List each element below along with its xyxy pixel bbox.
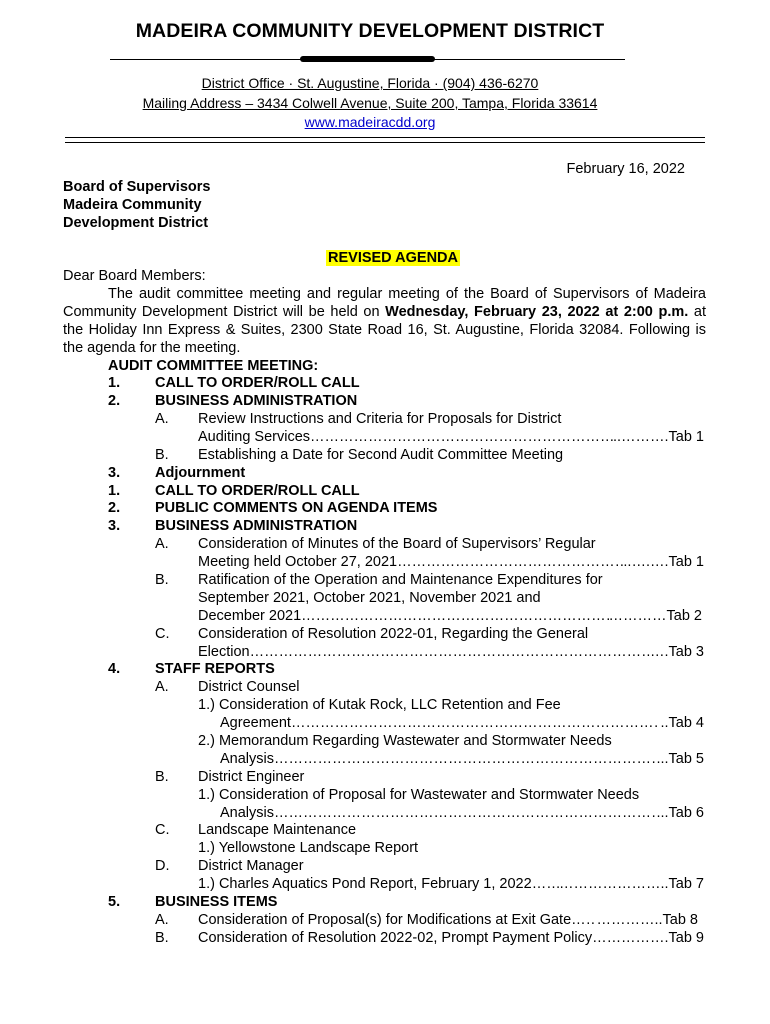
- intro-text: The audit committee meeting and regular meeting of the Board of Supervisors of Madeira Community Development District will be held on: [63, 286, 706, 320]
- public-comments: PUBLIC COMMENTS ON AGENDA ITEMS: [155, 500, 438, 516]
- agenda-item-leader-line: [220, 804, 704, 822]
- agenda-item-text: Meeting held October 27, 2021: [198, 554, 398, 570]
- sub-letter: B.: [155, 930, 169, 946]
- agenda-item-text: Consideration of Proposal(s) for Modifications at Exit Gate: [198, 912, 572, 928]
- mailing-line: Mailing Address – 3434 Colwell Avenue, Suite 200, Tampa, Florida 33614: [142, 95, 598, 111]
- sub-letter: A.: [155, 679, 169, 695]
- item-number: 5.: [108, 894, 121, 910]
- business-items: BUSINESS ITEMS: [155, 894, 278, 910]
- agenda-item-text: Consideration of Minutes of the Board of Supervisors’ Regular: [198, 536, 596, 552]
- agenda-item-text: Analysis: [220, 805, 274, 821]
- tab-reference: …………..Tab 8: [596, 912, 698, 928]
- agenda-item-text: December 2021: [198, 608, 302, 624]
- staff-report-label: District Engineer: [198, 769, 305, 785]
- agenda-item-text: Election: [198, 644, 250, 660]
- tab-reference: ..….….Tab 1: [623, 554, 704, 570]
- agenda-item-leader-line: [198, 607, 702, 625]
- salutation: Dear Board Members:: [63, 268, 206, 284]
- agenda-item-leader-line: [198, 911, 698, 929]
- agenda-item-text: 1.) Charles Aquatics Pond Report, February 1, 2022: [198, 876, 532, 892]
- staff-report-label: Landscape Maintenance: [198, 822, 357, 838]
- audit-business-admin: BUSINESS ADMINISTRATION: [155, 393, 358, 409]
- agenda-item-leader-line: [198, 929, 704, 947]
- agenda-item-leader-line: [198, 875, 704, 893]
- tab-reference: ……….Tab 9: [621, 930, 704, 946]
- tab-reference: ...Tab 5: [656, 751, 704, 767]
- agenda-item-leader-line: [198, 643, 704, 661]
- sub-letter: A.: [155, 536, 169, 552]
- item-number: 3.: [108, 518, 121, 534]
- revised-agenda-label: REVISED AGENDA: [328, 250, 458, 266]
- staff-report-label: District Manager: [198, 858, 304, 874]
- sub-letter: B.: [155, 447, 169, 463]
- sub-letter: B.: [155, 769, 169, 785]
- call-to-order: CALL TO ORDER/ROLL CALL: [155, 483, 360, 499]
- tab-reference: ….Tab 3: [650, 644, 704, 660]
- staff-reports: STAFF REPORTS: [155, 661, 275, 677]
- agenda-item-text: Consideration of Resolution 2022-02, Prompt Payment Policy: [198, 930, 593, 946]
- office-line: District Office · St. Augustine, Florida · (904) 436-6270: [201, 75, 539, 91]
- addressee-line: Development District: [63, 215, 209, 231]
- audit-call-to-order: CALL TO ORDER/ROLL CALL: [155, 375, 360, 391]
- tab-reference: ..Tab 4: [660, 715, 704, 731]
- agenda-item-text: 1.) Consideration of Proposal for Wastewater and Stormwater Needs: [198, 787, 640, 803]
- item-number: 3.: [108, 465, 121, 481]
- intro-text-cont: at the Holiday Inn Express & Suites, 2300 State Road 16, St. Augustine, Florida 32084. Following is the agenda for the meeting.: [63, 304, 707, 356]
- district-title: MADEIRA COMMUNITY DEVELOPMENT DISTRICT: [135, 20, 605, 42]
- title-rule-ornament: [300, 56, 435, 62]
- addressee-line: Board of Supervisors: [63, 179, 211, 195]
- agenda-item-text: Analysis: [220, 751, 274, 767]
- intro-paragraph: [63, 285, 706, 357]
- website-link[interactable]: www.madeiracdd.org: [304, 114, 436, 130]
- item-number: 2.: [108, 500, 121, 516]
- agenda-item-leader-line: [220, 750, 704, 768]
- agenda-item-text: Review Instructions and Criteria for Proposals for District: [198, 411, 562, 427]
- item-number: 4.: [108, 661, 121, 677]
- header-divider-top: [65, 137, 705, 138]
- sub-letter: C.: [155, 822, 170, 838]
- tab-reference: …………………..Tab 7: [558, 876, 704, 892]
- audit-adjournment: Adjournment: [155, 465, 246, 481]
- tab-reference: ...Tab 6: [656, 805, 704, 821]
- agenda-item-text: 1.) Yellowstone Landscape Report: [198, 840, 419, 856]
- sub-letter: D.: [155, 858, 170, 874]
- agenda-item-text: Ratification of the Operation and Maintenance Expenditures for: [198, 572, 603, 588]
- sub-letter: A.: [155, 912, 169, 928]
- agenda-item-text: 1.) Consideration of Kutak Rock, LLC Retention and Fee: [198, 697, 561, 713]
- agenda-item-leader-line: [220, 714, 704, 732]
- item-number: 1.: [108, 483, 121, 499]
- item-number: 2.: [108, 393, 121, 409]
- agenda-item-text: September 2021, October 2021, November 2021 and: [198, 590, 541, 606]
- sub-letter: A.: [155, 411, 169, 427]
- letter-date: February 16, 2022: [566, 161, 685, 177]
- item-number: 1.: [108, 375, 121, 391]
- tab-reference: ..……….Tab 1: [612, 429, 704, 445]
- audit-heading: AUDIT COMMITTEE MEETING:: [108, 358, 319, 374]
- addressee-line: Madeira Community: [63, 197, 202, 213]
- agenda-item-text: Auditing Services: [198, 429, 311, 445]
- agenda-item-text: Consideration of Resolution 2022-01, Regarding the General: [198, 626, 589, 642]
- agenda-item-leader-line: [198, 553, 704, 571]
- business-admin: BUSINESS ADMINISTRATION: [155, 518, 358, 534]
- staff-report-label: District Counsel: [198, 679, 300, 695]
- agenda-item-text: 2.) Memorandum Regarding Wastewater and Stormwater Needs: [198, 733, 612, 749]
- sub-letter: B.: [155, 572, 169, 588]
- tab-reference: …………Tab 2: [608, 608, 702, 624]
- agenda-item-leader-line: [198, 428, 704, 446]
- header-divider-bottom: [65, 142, 705, 143]
- sub-letter: C.: [155, 626, 170, 642]
- meeting-datetime: Wednesday, February 23, 2022 at 2:00 p.m.: [385, 304, 689, 320]
- agenda-item-text: Agreement: [220, 715, 291, 731]
- agenda-item-text: Establishing a Date for Second Audit Committee Meeting: [198, 447, 564, 463]
